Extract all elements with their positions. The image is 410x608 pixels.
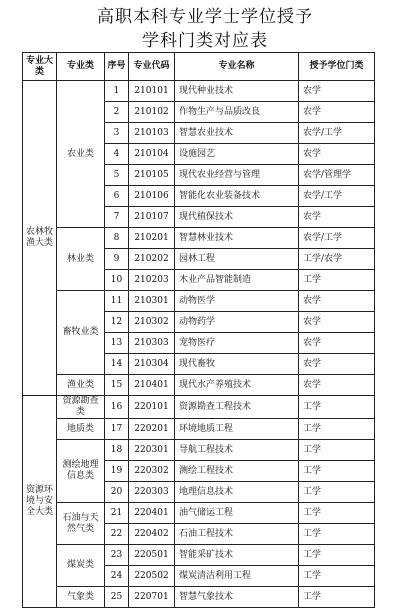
serial-number-cell: 15	[105, 375, 129, 396]
table-body	[23, 81, 375, 608]
major-name-cell: 地理信息技术	[175, 482, 299, 503]
degree-category-cell: 工学	[299, 270, 375, 291]
table-header-row	[23, 53, 375, 81]
major-class-cell: 石油与天然气类	[57, 503, 105, 545]
serial-number-cell: 1	[105, 81, 129, 102]
serial-number-cell: 17	[105, 419, 129, 440]
major-class-cell: 畜牧业类	[57, 291, 105, 375]
major-name-cell: 环境地质工程	[175, 419, 299, 440]
major-name-cell: 智慧林业技术	[175, 228, 299, 249]
table-row	[23, 291, 375, 312]
degree-category-cell: 工学	[299, 482, 375, 503]
major-code-cell: 210301	[129, 291, 175, 312]
major-class-cell: 资源勘查类	[57, 396, 105, 419]
major-name-cell: 智慧气象技术	[175, 587, 299, 608]
major-name-cell: 园林工程	[175, 249, 299, 270]
major-code-cell: 220501	[129, 545, 175, 566]
major-code-cell: 210107	[129, 207, 175, 228]
major-name-cell: 动物医学	[175, 291, 299, 312]
major-class-cell: 林业类	[57, 228, 105, 291]
serial-number-cell: 8	[105, 228, 129, 249]
major-code-cell: 210104	[129, 144, 175, 165]
serial-number-cell: 2	[105, 102, 129, 123]
serial-number-cell: 10	[105, 270, 129, 291]
degree-category-cell: 农学	[299, 354, 375, 375]
major-name-cell: 智能化农业装备技术	[175, 186, 299, 207]
major-code-cell: 210102	[129, 102, 175, 123]
major-name-cell: 宠物医疗	[175, 333, 299, 354]
serial-number-cell: 22	[105, 524, 129, 545]
degree-category-cell: 工学	[299, 524, 375, 545]
table-row	[23, 375, 375, 396]
serial-number-cell: 13	[105, 333, 129, 354]
serial-number-cell: 19	[105, 461, 129, 482]
major-code-cell: 210303	[129, 333, 175, 354]
table-row	[23, 440, 375, 461]
major-code-cell: 210105	[129, 165, 175, 186]
major-code-cell: 210203	[129, 270, 175, 291]
major-code-cell: 220303	[129, 482, 175, 503]
serial-number-cell: 4	[105, 144, 129, 165]
major-code-cell: 220301	[129, 440, 175, 461]
serial-number-cell: 21	[105, 503, 129, 524]
major-name-cell: 现代农业经营与管理	[175, 165, 299, 186]
serial-number-cell: 23	[105, 545, 129, 566]
degree-category-cell: 工学	[299, 503, 375, 524]
major-code-cell: 210302	[129, 312, 175, 333]
major-name-cell: 木业产品智能制造	[175, 270, 299, 291]
degree-category-cell: 工学/农学	[299, 249, 375, 270]
major-name-cell: 油气储运工程	[175, 503, 299, 524]
degree-category-table	[22, 52, 375, 608]
degree-category-cell: 农学/工学	[299, 123, 375, 144]
serial-number-cell: 7	[105, 207, 129, 228]
degree-category-cell: 工学	[299, 396, 375, 419]
major-category-cell: 资源环境与安全大类	[23, 396, 57, 608]
major-code-cell: 220701	[129, 587, 175, 608]
major-class-cell: 测绘地理信息类	[57, 440, 105, 503]
major-code-cell: 210401	[129, 375, 175, 396]
serial-number-cell: 5	[105, 165, 129, 186]
major-class-cell: 煤炭类	[57, 545, 105, 587]
serial-number-cell: 16	[105, 396, 129, 419]
major-name-cell: 动物药学	[175, 312, 299, 333]
major-name-cell: 资源勘查工程技术	[175, 396, 299, 419]
degree-category-cell: 工学	[299, 587, 375, 608]
degree-category-cell: 工学	[299, 566, 375, 587]
table-row	[23, 81, 375, 102]
major-code-cell: 210202	[129, 249, 175, 270]
degree-category-cell: 工学	[299, 440, 375, 461]
serial-number-cell: 24	[105, 566, 129, 587]
major-name-cell: 石油工程技术	[175, 524, 299, 545]
serial-number-cell: 6	[105, 186, 129, 207]
major-class-cell: 农业类	[57, 81, 105, 228]
table-row	[23, 545, 375, 566]
table-row	[23, 503, 375, 524]
major-name-cell: 煤炭清洁利用工程	[175, 566, 299, 587]
major-code-cell: 220302	[129, 461, 175, 482]
header-major-code: 专业代码	[129, 53, 175, 81]
major-name-cell: 设施园艺	[175, 144, 299, 165]
serial-number-cell: 20	[105, 482, 129, 503]
degree-category-cell: 农学/工学	[299, 186, 375, 207]
header-major-class: 专业类	[57, 53, 105, 81]
degree-category-cell: 农学	[299, 312, 375, 333]
serial-number-cell: 18	[105, 440, 129, 461]
major-name-cell: 智慧农业技术	[175, 123, 299, 144]
degree-category-cell: 工学	[299, 545, 375, 566]
serial-number-cell: 9	[105, 249, 129, 270]
degree-category-cell: 农学/管理学	[299, 165, 375, 186]
major-code-cell: 220101	[129, 396, 175, 419]
degree-category-cell: 农学	[299, 375, 375, 396]
major-name-cell: 作物生产与品质改良	[175, 102, 299, 123]
header-major-name: 专业名称	[175, 53, 299, 81]
degree-category-cell: 工学	[299, 419, 375, 440]
major-name-cell: 测绘工程技术	[175, 461, 299, 482]
document-title-line1: 高职本科专业学士学位授予	[97, 7, 313, 27]
header-major-category: 专业大类	[23, 53, 57, 81]
serial-number-cell: 25	[105, 587, 129, 608]
serial-number-cell: 12	[105, 312, 129, 333]
major-code-cell: 210304	[129, 354, 175, 375]
major-code-cell: 210103	[129, 123, 175, 144]
major-name-cell: 现代畜牧	[175, 354, 299, 375]
table-row	[23, 587, 375, 608]
header-degree-category: 授予学位门类	[299, 53, 375, 81]
degree-category-cell: 农学	[299, 102, 375, 123]
major-code-cell: 220502	[129, 566, 175, 587]
table-row	[23, 419, 375, 440]
major-class-cell: 气象类	[57, 587, 105, 608]
degree-category-cell: 工学	[299, 461, 375, 482]
major-name-cell: 导航工程技术	[175, 440, 299, 461]
degree-category-cell: 农学/工学	[299, 228, 375, 249]
document-title-line2: 学科门类对应表	[142, 31, 268, 51]
major-name-cell: 现代种业技术	[175, 81, 299, 102]
degree-category-cell: 农学	[299, 144, 375, 165]
major-code-cell: 220201	[129, 419, 175, 440]
degree-category-cell: 农学	[299, 291, 375, 312]
table-row	[23, 396, 375, 419]
major-class-cell: 渔业类	[57, 375, 105, 396]
major-name-cell: 现代植保技术	[175, 207, 299, 228]
major-code-cell: 210201	[129, 228, 175, 249]
table-row	[23, 228, 375, 249]
major-code-cell: 220402	[129, 524, 175, 545]
degree-category-cell: 农学	[299, 333, 375, 354]
header-serial-number: 序号	[105, 53, 129, 81]
major-code-cell: 210101	[129, 81, 175, 102]
major-class-cell: 地质类	[57, 419, 105, 440]
major-name-cell: 智能采矿技术	[175, 545, 299, 566]
serial-number-cell: 3	[105, 123, 129, 144]
serial-number-cell: 14	[105, 354, 129, 375]
major-code-cell: 220401	[129, 503, 175, 524]
major-name-cell: 现代水产养殖技术	[175, 375, 299, 396]
major-category-cell: 农林牧渔大类	[23, 81, 57, 396]
degree-category-cell: 农学	[299, 81, 375, 102]
serial-number-cell: 11	[105, 291, 129, 312]
major-code-cell: 210106	[129, 186, 175, 207]
degree-category-cell: 农学	[299, 207, 375, 228]
